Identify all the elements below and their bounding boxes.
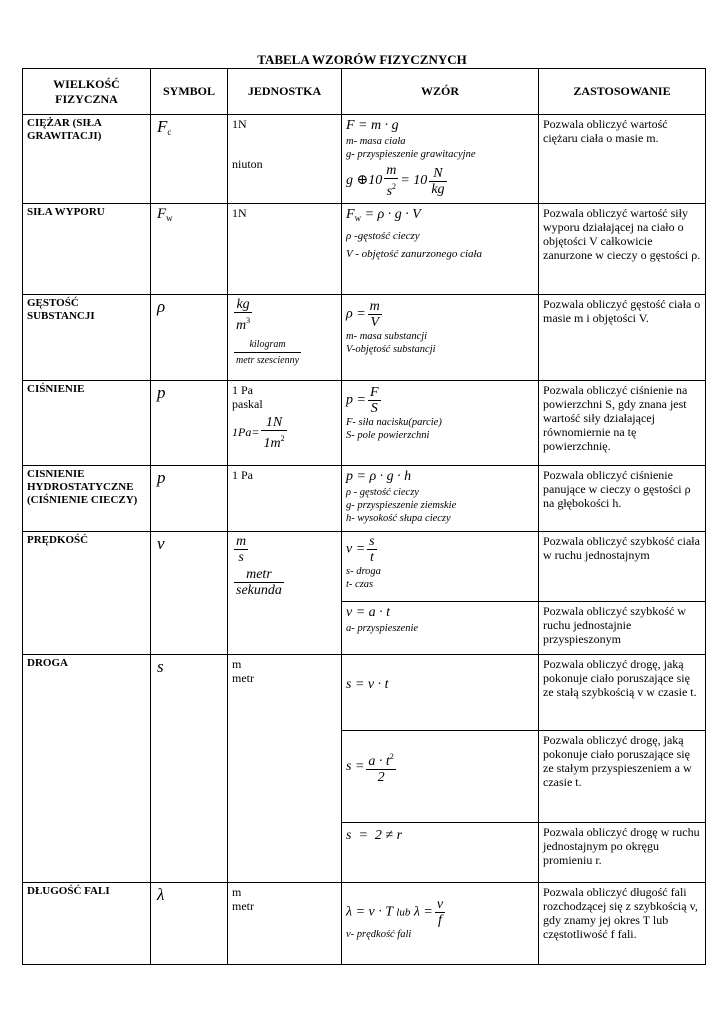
page-title: TABELA WZORÓW FIZYCZNYCH [257, 52, 467, 67]
formula-table [22, 68, 706, 965]
use-cell: Pozwala obliczyć drogę, jaką pokonuje ciało poruszające się ze stałą szybkością v w czasie t. [539, 655, 706, 731]
unit: m [232, 885, 242, 899]
header-quantity: WIELKOŚĆ FIZYCZNA [23, 69, 151, 115]
formula-cell [342, 823, 539, 883]
symbol-cell [151, 204, 228, 295]
quantity-name: GĘSTOŚĆ SUBSTANCJI [23, 295, 151, 381]
unit-name: metr [232, 899, 254, 913]
header-row [23, 69, 706, 115]
formula-cell [342, 655, 539, 731]
formula: v = a · t [346, 605, 391, 620]
quantity-name: CISNIENIE HYDROSTATYCZNE (CIŚNIENIE CIECZY) [23, 466, 151, 532]
unit: 1N [232, 117, 247, 131]
use-cell: Pozwala obliczyć gęstość ciała o masie m i objętości V. [539, 295, 706, 381]
formula-cell [342, 295, 539, 381]
table-row [23, 204, 706, 295]
quantity-name: DŁUGOŚĆ FALI [23, 883, 151, 965]
formula: s = 2 ≠ r [346, 828, 403, 843]
unit-cell: $\frac{kg}{m^3}$ $\frac{\text{kilogram}}{\text{metr szescienny}}$ [228, 295, 342, 381]
header-use: ZASTOSOWANIE [539, 69, 706, 115]
unit-definition: 1Pa= $\frac{1N}{1m^2}$ [232, 415, 285, 451]
formula-cell [342, 466, 539, 532]
formula-note: V - objętość zanurzonego ciała [346, 248, 483, 260]
unit-cell [228, 655, 342, 883]
table-row [23, 295, 706, 381]
formula: s = v · t [346, 676, 389, 692]
symbol: p [151, 381, 228, 466]
header-unit: JEDNOSTKA [228, 69, 342, 115]
formula-note: a- przyspieszenie [346, 623, 419, 634]
quantity-name: DROGA [23, 655, 151, 883]
formula-cell [342, 381, 539, 466]
table-row [23, 532, 706, 602]
use-cell: Pozwala obliczyć szybkość w ruchu jednostajnie przyspieszonym [539, 602, 706, 655]
use-cell: Pozwala obliczyć szybkość ciała w ruchu jednostajnym [539, 532, 706, 602]
unit: 1 Pa [228, 466, 342, 532]
formula-cell [342, 115, 539, 204]
formula-note: v- prędkość fali [346, 929, 412, 940]
unit-cell [228, 115, 342, 204]
formula-cell [342, 204, 539, 295]
formula-cell [342, 602, 539, 655]
symbol: λ [151, 883, 228, 965]
quantity-name: CIŚNIENIE [23, 381, 151, 466]
formula-cell [342, 731, 539, 823]
formula: λ = v · T lub λ = $\frac{v}{f}$ [346, 897, 444, 928]
formula-note: F- siła nacisku(parcie) [346, 417, 442, 428]
table-row [23, 655, 706, 731]
table-row [23, 883, 706, 965]
use-cell: Pozwala obliczyć wartość ciężaru ciała o masie m. [539, 115, 706, 204]
symbol: s [151, 655, 228, 883]
unit: 1N [228, 204, 342, 295]
formula-note: ρ -gęstość cieczy [346, 230, 420, 242]
use-cell: Pozwala obliczyć drogę w ruchu jednostajnym po okręgu promieniu r. [539, 823, 706, 883]
header-symbol: SYMBOL [151, 69, 228, 115]
quantity-name: SIŁA WYPORU [23, 204, 151, 295]
use-cell: Pozwala obliczyć ciśnienie panujące w cieczy o gęstości ρ na głębokości h. [539, 466, 706, 532]
symbol-cell [151, 115, 228, 204]
symbol: F [157, 117, 168, 136]
use-cell: Pozwala obliczyć drogę, jaką pokonuje ciało poruszające się ze stałym przyspieszeniem a w czasie t. [539, 731, 706, 823]
formula: v = $\frac{s}{t}$ [346, 534, 375, 565]
quantity-name: PRĘDKOŚĆ [23, 532, 151, 655]
formula: F = m · g [346, 118, 399, 133]
formula-cell [342, 532, 539, 602]
formula-note: m- masa substancji [346, 331, 428, 342]
header-formula: WZÓR [342, 69, 539, 115]
use-cell: Pozwala obliczyć wartość siły wyporu działającej na ciało o objętości V całkowicie zanurzone w cieczy o gęstości ρ. [539, 204, 706, 295]
unit-cell: $\frac{m}{s}$ $\frac{\text{metr}}{\text{sekunda}}$ [228, 532, 342, 655]
table-row [23, 115, 706, 204]
table-row [23, 466, 706, 532]
unit-cell [228, 883, 342, 965]
formula: p = ρ · g · h [346, 469, 412, 484]
unit-cell [228, 381, 342, 466]
formula: $F_w = \rho \cdot g \cdot V$ [346, 207, 421, 223]
formula-note: ρ - gęstość cieczy [346, 487, 419, 498]
formula-note: m- masa ciała [346, 136, 406, 147]
symbol: F [157, 206, 167, 222]
unit-name: metr [232, 671, 254, 685]
use-cell: Pozwala obliczyć długość fali rozchodzącej się z szybkością v, gdy znamy jej okres T lub częstotliwość f fali. [539, 883, 706, 965]
formula: p = $\frac{F}{S}$ [346, 385, 379, 416]
formula: ρ = $\frac{m}{V}$ [346, 299, 380, 330]
g-value-formula: g ⊕10 $\frac{m}{s^2}$ = 10 $\frac{N}{kg}$ [346, 163, 445, 199]
unit: 1 Pa [232, 383, 253, 397]
formula-cell [342, 883, 539, 965]
formula-note: S- pole powierzchni [346, 430, 430, 441]
formula-note: h- wysokość słupa cieczy [346, 513, 451, 524]
unit-name: paskal [232, 397, 263, 411]
formula-note: t- czas [346, 579, 374, 590]
formula-note: s- droga [346, 566, 381, 577]
formula-note: V-objętość substancji [346, 344, 436, 355]
table-row [23, 381, 706, 466]
symbol: ρ [151, 295, 228, 381]
symbol-subscript: c [167, 127, 172, 137]
unit: m [232, 657, 242, 671]
symbol: v [151, 532, 228, 655]
quantity-name: CIĘŻAR (SIŁA GRAWITACJI) [23, 115, 151, 204]
formula-note: g- przyspieszenie grawitacyjne [346, 149, 476, 160]
symbol: p [151, 466, 228, 532]
use-cell: Pozwala obliczyć ciśnienie na powierzchni S, gdy znana jest wartość siły działającej równomiernie na tę powierzchnię. [539, 381, 706, 466]
formula-note: g- przyspieszenie ziemskie [346, 500, 457, 511]
formula: s = $\frac{a \cdot t^2}{2}$ [346, 749, 534, 785]
symbol-subscript: w [166, 213, 173, 223]
unit-name: niuton [232, 157, 263, 171]
